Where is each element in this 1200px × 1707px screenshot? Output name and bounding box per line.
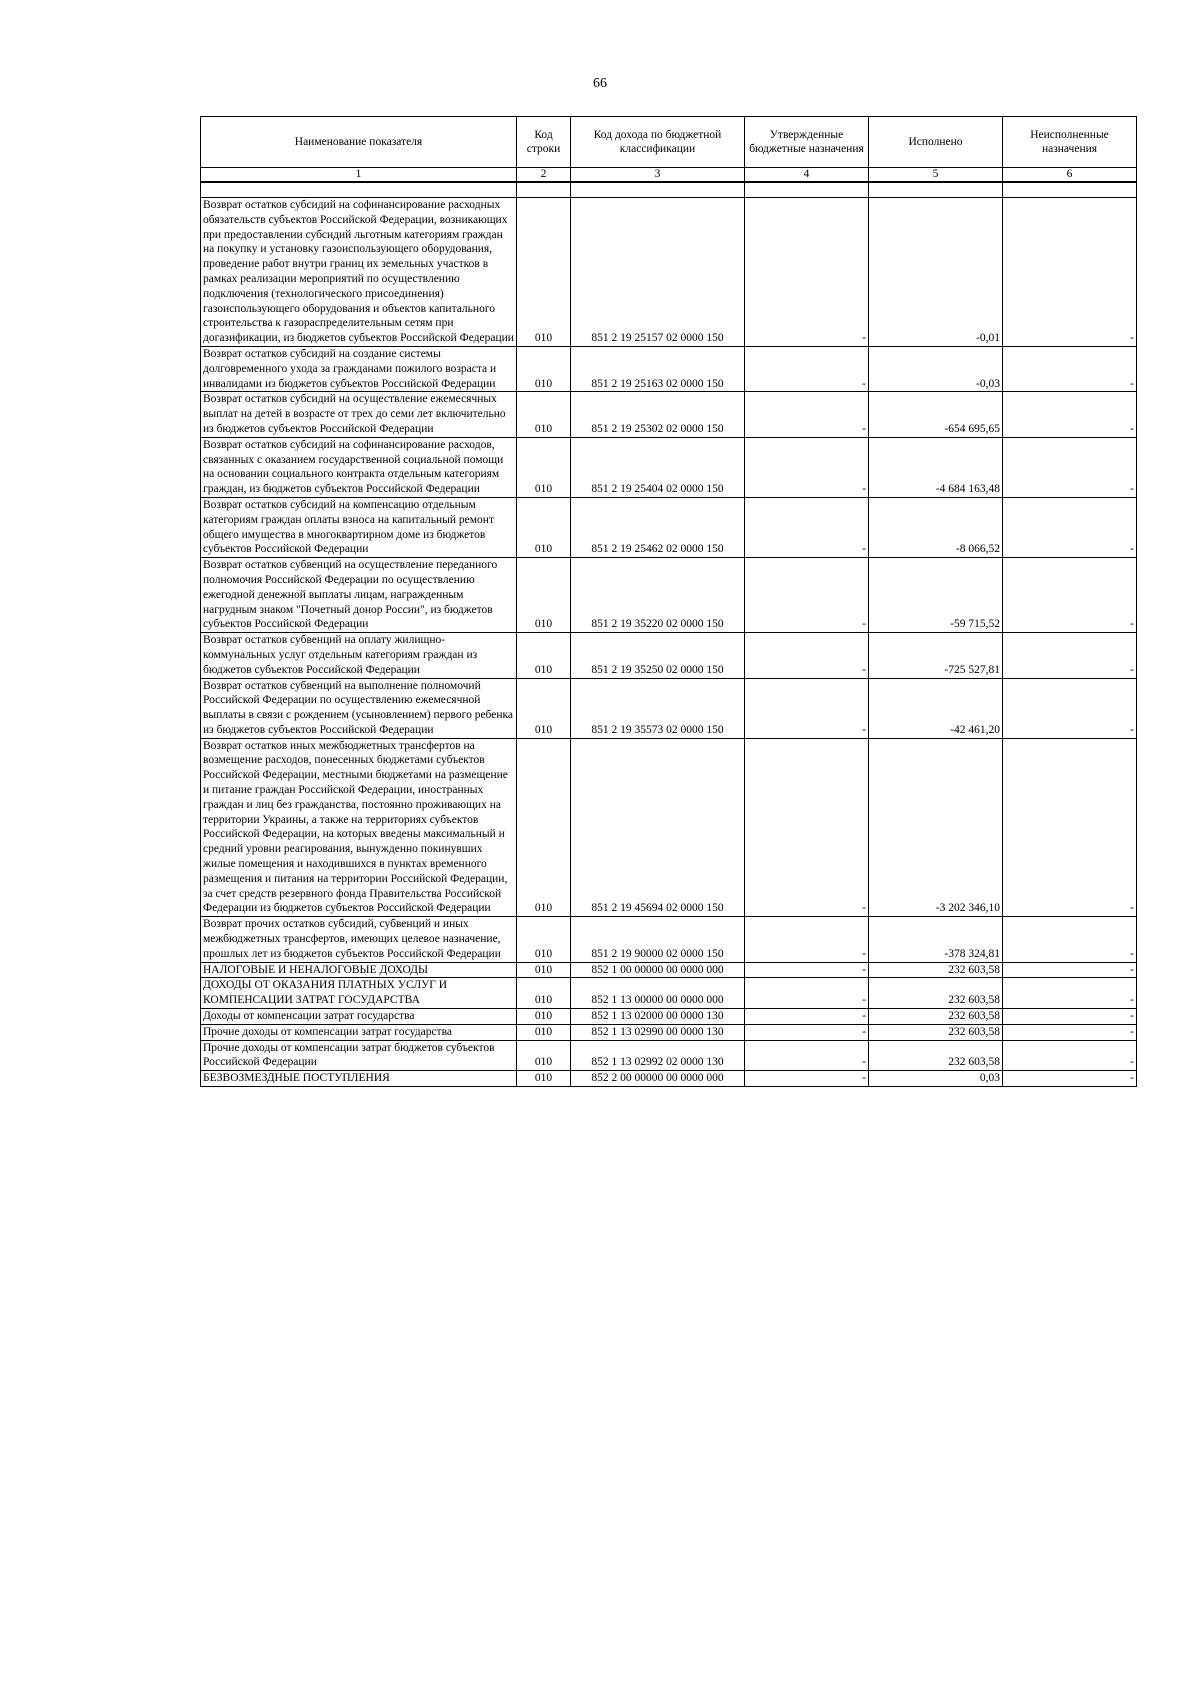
line-code: 010 [517,558,571,633]
unexecuted-amount: - [1003,633,1137,678]
approved-amount: - [745,437,869,497]
income-code: 852 1 13 02992 02 0000 130 [571,1040,745,1071]
approved-amount: - [745,198,869,347]
indicator-name: ДОХОДЫ ОТ ОКАЗАНИЯ ПЛАТНЫХ УСЛУГ И КОМПЕНСАЦИИ ЗАТРАТ ГОСУДАРСТВА [201,978,517,1009]
indicator-name: Возврат остатков субсидий на софинансирование расходов, связанных с оказанием государственной социальной помощи на основании социального контракта отдельным категориям граждан, из бюджетов субъектов Российской Федерации [201,437,517,497]
indicator-name: Доходы от компенсации затрат государства [201,1009,517,1025]
approved-amount: - [745,917,869,962]
line-code: 010 [517,678,571,738]
line-code: 010 [517,633,571,678]
approved-amount: - [745,738,869,917]
table-body [201,198,1137,1087]
table-row [201,198,1137,347]
line-code: 010 [517,962,571,978]
executed-amount: 232 603,58 [869,978,1003,1009]
unexecuted-amount: - [1003,1040,1137,1071]
table-row [201,497,1137,557]
line-code: 010 [517,738,571,917]
indicator-name: Прочие доходы от компенсации затрат государства [201,1024,517,1040]
line-code: 010 [517,198,571,347]
table-row [201,1024,1137,1040]
page-number: 66 [593,76,607,91]
executed-amount: -59 715,52 [869,558,1003,633]
income-code: 852 1 13 02000 00 0000 130 [571,1009,745,1025]
approved-amount: - [745,978,869,1009]
unexecuted-amount: - [1003,198,1137,347]
line-code: 010 [517,1040,571,1071]
approved-amount: - [745,1071,869,1087]
approved-amount: - [745,962,869,978]
income-code: 851 2 19 35573 02 0000 150 [571,678,745,738]
unexecuted-amount: - [1003,1024,1137,1040]
income-code: 851 2 19 35250 02 0000 150 [571,633,745,678]
unexecuted-amount: - [1003,738,1137,917]
table-row [201,917,1137,962]
indicator-name: Возврат остатков субвенций на выполнение полномочий Российской Федерации по осуществлению ежемесячной выплаты в связи с рождением (усыновлением) первого ребенка из бюджетов субъектов Российской Федерации [201,678,517,738]
header-approved: Утвержденные бюджетные назначения [745,117,869,168]
executed-amount: 232 603,58 [869,962,1003,978]
income-code: 851 2 19 25404 02 0000 150 [571,437,745,497]
executed-amount: -42 461,20 [869,678,1003,738]
column-number: 6 [1003,168,1137,183]
unexecuted-amount: - [1003,962,1137,978]
indicator-name: Возврат остатков субвенций на осуществление переданного полномочия Российской Федерации по осуществлению ежегодной денежной выплаты лицам, награжденным нагрудным знаком "Почетный донор России", из бюджетов субъектов Российской Федерации [201,558,517,633]
income-code: 851 2 19 35220 02 0000 150 [571,558,745,633]
line-code: 010 [517,497,571,557]
header-name: Наименование показателя [201,117,517,168]
approved-amount: - [745,558,869,633]
income-code: 851 2 19 90000 02 0000 150 [571,917,745,962]
unexecuted-amount: - [1003,917,1137,962]
indicator-name: Возврат остатков субвенций на оплату жилищно-коммунальных услуг отдельным категориям граждан из бюджетов субъектов Российской Федерации [201,633,517,678]
table-row [201,392,1137,437]
line-code: 010 [517,1071,571,1087]
executed-amount: -0,01 [869,198,1003,347]
indicator-name: Возврат прочих остатков субсидий, субвенций и иных межбюджетных трансфертов, имеющих целевое назначение, прошлых лет из бюджетов субъектов Российской Федерации [201,917,517,962]
executed-amount: 232 603,58 [869,1040,1003,1071]
header-unexecuted: Неисполненные назначения [1003,117,1137,168]
unexecuted-amount: - [1003,978,1137,1009]
indicator-name: Возврат остатков субсидий на компенсацию отдельным категориям граждан оплаты взноса на капитальный ремонт общего имущества в многоквартирном доме из бюджетов субъектов Российской Федерации [201,497,517,557]
approved-amount: - [745,392,869,437]
indicator-name: Возврат остатков иных межбюджетных трансфертов на возмещение расходов, понесенных бюджетами субъектов Российской Федерации, местными бюджетами на размещение и питание граждан Российской Федерации, иностранных граждан и лиц без гражданства, постоянно проживающих на территории Украины, а также на территориях субъектов Российской Федерации, на которых введены максимальный и средний уровни реагирования, вынужденно покинувших жилые помещения и находившихся в пунктах временного размещения и питания на территории Российской Федерации, за счет средств резервного фонда Правительства Российской Федерации из бюджетов субъектов Российской Федерации [201,738,517,917]
table-row [201,962,1137,978]
indicator-name: НАЛОГОВЫЕ И НЕНАЛОГОВЫЕ ДОХОДЫ [201,962,517,978]
executed-amount: -0,03 [869,346,1003,391]
unexecuted-amount: - [1003,497,1137,557]
unexecuted-amount: - [1003,392,1137,437]
unexecuted-amount: - [1003,437,1137,497]
header-line-code: Код строки [517,117,571,168]
spacer-row [201,182,1137,198]
indicator-name: Возврат остатков субсидий на софинансирование расходных обязательств субъектов Российской Федерации, возникающих при предоставлении субсидий льготным категориям граждан на покупку и установку газоиспользующего оборудования, проведение работ внутри границ их земельных участков в рамках реализации мероприятий по осуществлению подключения (технологического присоединения) газоиспользующего оборудования и объектов капитального строительства к газораспределительным сетям при догазификации, из бюджетов субъектов Российской Федерации [201,198,517,347]
income-code: 852 1 00 00000 00 0000 000 [571,962,745,978]
table-row [201,678,1137,738]
executed-amount: -378 324,81 [869,917,1003,962]
table-row [201,437,1137,497]
line-code: 010 [517,917,571,962]
approved-amount: - [745,346,869,391]
executed-amount: 232 603,58 [869,1009,1003,1025]
approved-amount: - [745,633,869,678]
indicator-name: БЕЗВОЗМЕЗДНЫЕ ПОСТУПЛЕНИЯ [201,1071,517,1087]
table-row [201,978,1137,1009]
executed-amount: 232 603,58 [869,1024,1003,1040]
unexecuted-amount: - [1003,346,1137,391]
executed-amount: -4 684 163,48 [869,437,1003,497]
income-code: 852 1 13 02990 00 0000 130 [571,1024,745,1040]
line-code: 010 [517,437,571,497]
executed-amount: -725 527,81 [869,633,1003,678]
unexecuted-amount: - [1003,678,1137,738]
executed-amount: -8 066,52 [869,497,1003,557]
approved-amount: - [745,678,869,738]
executed-amount: -654 695,65 [869,392,1003,437]
unexecuted-amount: - [1003,1071,1137,1087]
column-number: 1 [201,168,517,183]
income-code: 851 2 19 25462 02 0000 150 [571,497,745,557]
income-code: 851 2 19 25157 02 0000 150 [571,198,745,347]
unexecuted-amount: - [1003,1009,1137,1025]
income-code: 851 2 19 25302 02 0000 150 [571,392,745,437]
indicator-name: Возврат остатков субсидий на создание системы долговременного ухода за гражданами пожилого возраста и инвалидами из бюджетов субъектов Российской Федерации [201,346,517,391]
table-row [201,1040,1137,1071]
income-code: 852 1 13 00000 00 0000 000 [571,978,745,1009]
table-row [201,1009,1137,1025]
indicator-name: Прочие доходы от компенсации затрат бюджетов субъектов Российской Федерации [201,1040,517,1071]
line-code: 010 [517,392,571,437]
approved-amount: - [745,497,869,557]
unexecuted-amount: - [1003,558,1137,633]
column-number-row [201,168,1137,183]
line-code: 010 [517,346,571,391]
approved-amount: - [745,1009,869,1025]
executed-amount: 0,03 [869,1071,1003,1087]
income-code: 851 2 19 25163 02 0000 150 [571,346,745,391]
column-number: 3 [571,168,745,183]
table-row [201,558,1137,633]
approved-amount: - [745,1024,869,1040]
income-code: 852 2 00 00000 00 0000 000 [571,1071,745,1087]
line-code: 010 [517,1009,571,1025]
table-row [201,346,1137,391]
header-income-code: Код дохода по бюджетной классификации [571,117,745,168]
budget-report-table [200,116,1137,1087]
executed-amount: -3 202 346,10 [869,738,1003,917]
column-number: 5 [869,168,1003,183]
income-code: 851 2 19 45694 02 0000 150 [571,738,745,917]
column-number: 4 [745,168,869,183]
table-row [201,1071,1137,1087]
header-row [201,117,1137,168]
column-number: 2 [517,168,571,183]
header-executed: Исполнено [869,117,1003,168]
indicator-name: Возврат остатков субсидий на осуществление ежемесячных выплат на детей в возрасте от трех до семи лет включительно из бюджетов субъектов Российской Федерации [201,392,517,437]
approved-amount: - [745,1040,869,1071]
table-row [201,633,1137,678]
line-code: 010 [517,1024,571,1040]
table-row [201,738,1137,917]
line-code: 010 [517,978,571,1009]
